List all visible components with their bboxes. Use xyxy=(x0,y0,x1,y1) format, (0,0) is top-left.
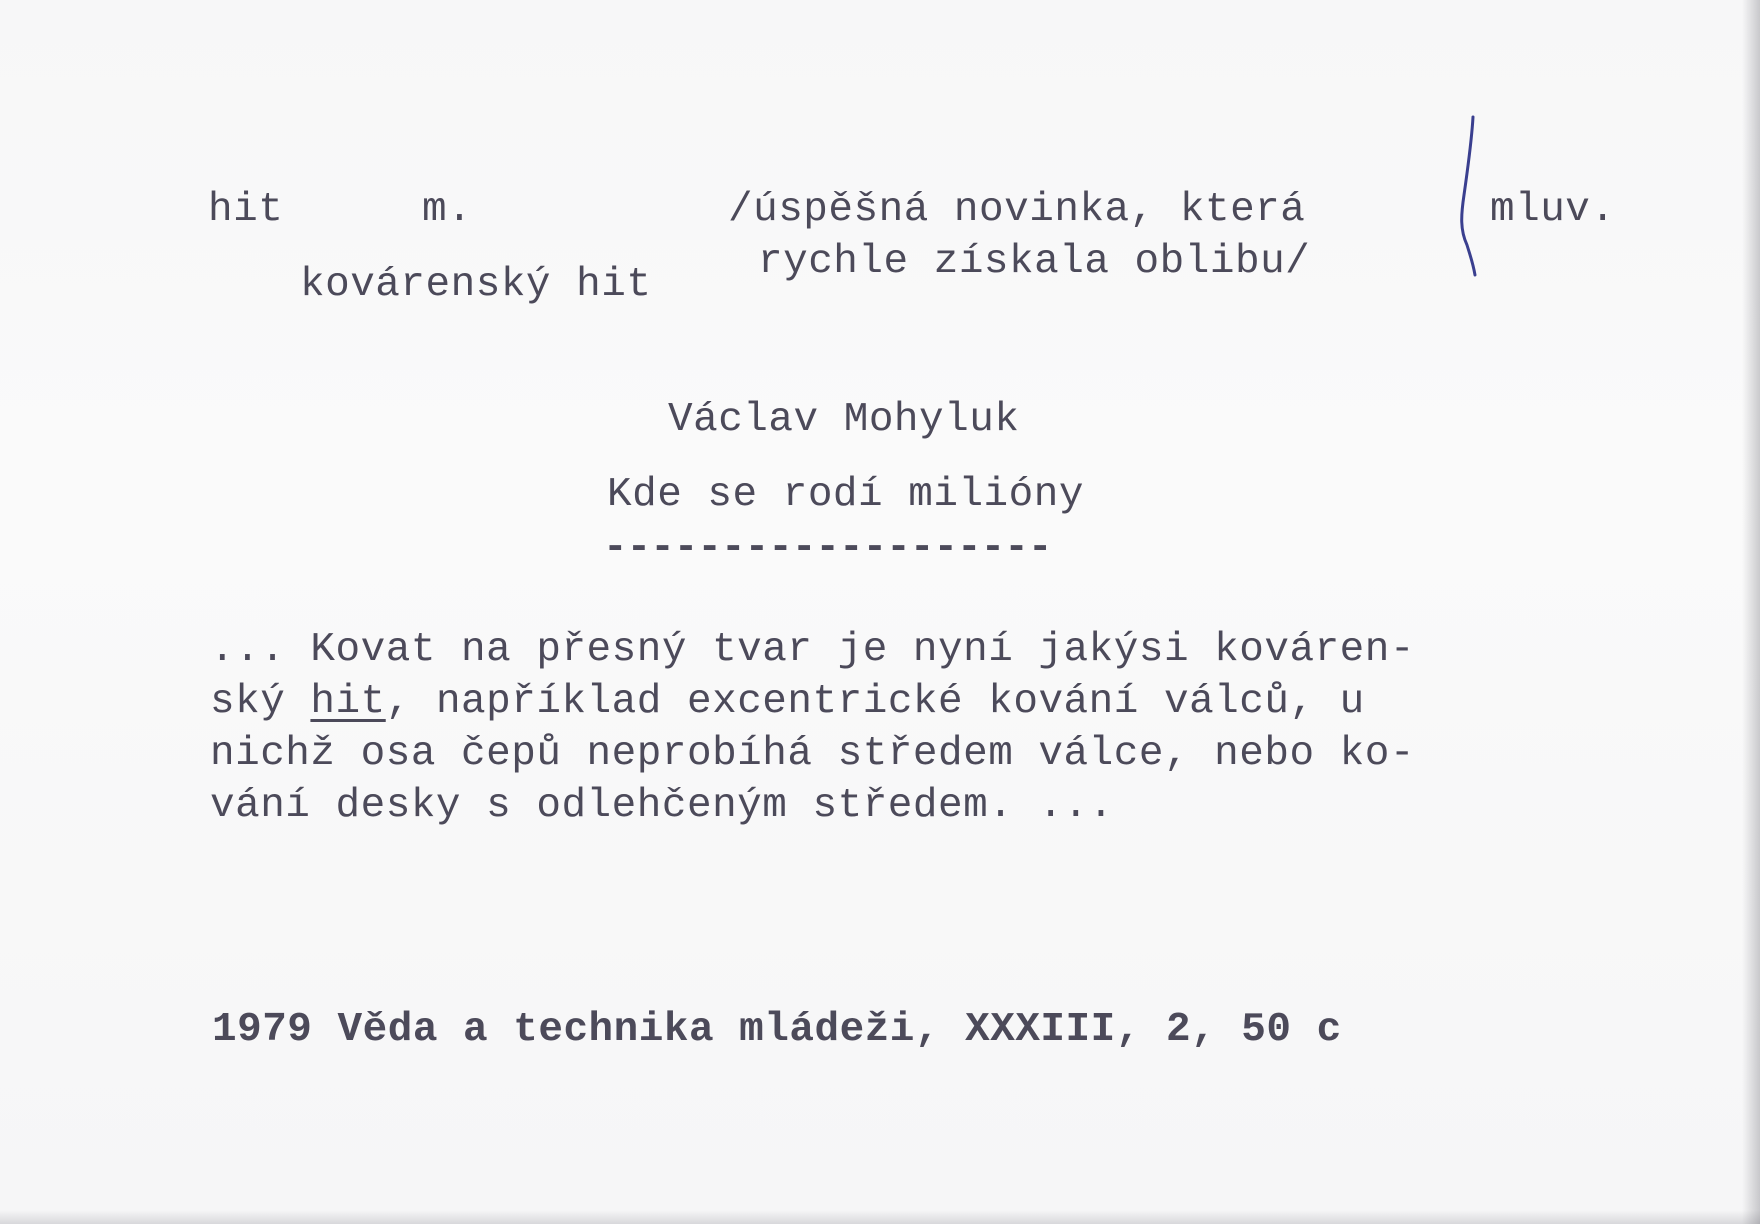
underlined-headword: hit xyxy=(310,679,386,725)
card-bottom-edge xyxy=(0,1210,1760,1224)
quote-line-2-end: , například excentrické kování válců, u xyxy=(385,679,1365,725)
quote-line-4: vání desky s odlehčeným středem. ... xyxy=(210,783,1114,829)
register-label: mluv. xyxy=(1490,187,1616,233)
quote-line-2-start: ský xyxy=(210,679,311,725)
definition-line-2: rychle získala oblibu/ xyxy=(758,239,1311,285)
source-citation: 1979 Věda a technika mládeži, XXXIII, 2, 50 c xyxy=(212,1007,1342,1053)
title-rule: ------------------- xyxy=(603,525,1052,571)
quote-line-3: nichž osa čepů neprobíhá středem válce, nebo ko- xyxy=(210,731,1415,777)
collocation: kovárenský hit xyxy=(300,262,652,308)
gender-label: m. xyxy=(422,187,473,233)
handwritten-bracket xyxy=(1455,115,1495,290)
quote-line-1: ... Kovat na přesný tvar je nyní jakýsi kováren- xyxy=(210,627,1415,673)
headword: hit xyxy=(208,187,284,233)
quote-line-2 xyxy=(210,679,1365,725)
author: Václav Mohyluk xyxy=(668,397,1020,443)
work-title: Kde se rodí milióny xyxy=(607,472,1084,518)
definition-line-1: /úspěšná novinka, která xyxy=(728,187,1306,233)
